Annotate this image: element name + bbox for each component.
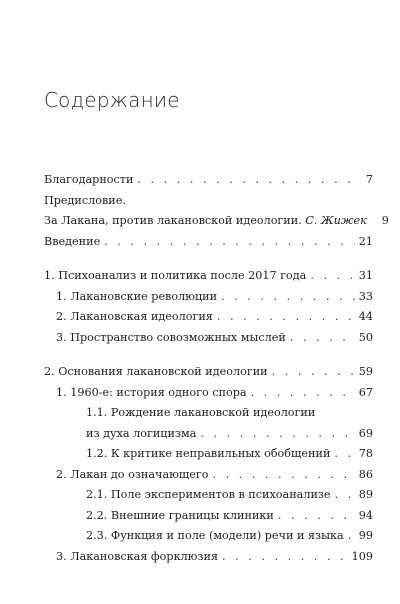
- toc-entry[interactable]: [44, 506, 373, 527]
- toc-page-number: 7: [365, 173, 373, 186]
- toc-entry-preface[interactable]: [44, 191, 373, 212]
- toc-page-number: 33: [358, 289, 373, 303]
- toc-page-number: 94: [358, 508, 373, 522]
- toc-page-number: 9: [381, 214, 389, 227]
- toc-entry-title: 1.1. Рождение лакановской идеологии: [86, 406, 316, 419]
- toc-entry-title: 2. Лакан до означающего: [56, 467, 209, 481]
- toc-entry-title: из духа логицизма: [86, 426, 197, 440]
- dot-leader: [290, 328, 355, 349]
- toc-entry-title: 2. Лакановская идеология: [56, 310, 213, 323]
- toc-entry-introduction[interactable]: [44, 232, 373, 253]
- toc-page-number: 59: [358, 365, 373, 378]
- dot-leader: [335, 485, 355, 506]
- toc-entry[interactable]: [44, 328, 373, 349]
- toc-page-number: 50: [358, 330, 373, 344]
- toc-entry-title: 1. 1960-е: история одного спора: [56, 385, 247, 399]
- toc-page-number: 69: [358, 426, 373, 440]
- dot-leader: [222, 547, 348, 568]
- toc-entry-title: 1. Психоанализ и политика после 2017 года: [44, 269, 307, 282]
- toc-page-number: 99: [358, 529, 373, 542]
- toc-entry-title: 3. Пространство совозможных мыслей: [56, 330, 286, 344]
- dot-leader: [278, 506, 355, 527]
- toc-entry-title: 2.1. Поле экспериментов в психоанализе: [86, 488, 331, 501]
- toc-entry[interactable]: [44, 547, 373, 568]
- toc-page-number: 78: [358, 447, 373, 460]
- toc-entry-title: 2.3. Функция и поле (модели) речи и языка: [86, 529, 344, 542]
- toc-part-1-heading[interactable]: [44, 266, 373, 287]
- toc-entry-title: 3. Лакановская форклюзия: [56, 549, 219, 563]
- toc-entry-title: 1.2. К критике неправильных обобщений: [86, 447, 331, 460]
- dot-leader: [137, 170, 355, 191]
- toc-entry-title: 1. Лакановские революции: [56, 289, 218, 303]
- toc-entry-title: 2.2. Внешние границы клиники: [86, 508, 274, 522]
- toc-page-number: 67: [358, 385, 373, 399]
- toc-entry-title: Введение: [44, 234, 101, 248]
- toc-entry[interactable]: [44, 403, 373, 424]
- toc-entry-title: За Лакана, против лакановской идеологии. С. Жижек: [44, 214, 367, 227]
- dot-leader: [200, 424, 354, 445]
- toc-entry-author: С. Жижек: [305, 214, 367, 227]
- dot-leader: [272, 362, 355, 383]
- dot-leader: [104, 232, 355, 253]
- toc-page-number: 89: [358, 488, 373, 501]
- toc-part-2-heading[interactable]: [44, 362, 373, 383]
- dot-leader: [334, 444, 354, 465]
- dot-leader: [221, 287, 355, 308]
- toc-entry[interactable]: [44, 444, 373, 465]
- toc-entry[interactable]: [44, 465, 373, 486]
- dot-leader: [310, 266, 354, 287]
- toc-entry-continuation[interactable]: [44, 424, 373, 445]
- toc-entry-title: Предисловие.: [44, 193, 126, 207]
- dot-leader: [212, 465, 354, 486]
- toc-page-number: 31: [358, 269, 373, 282]
- toc-page-number: 44: [358, 310, 373, 323]
- toc-page-number: 21: [358, 234, 373, 248]
- toc-entry[interactable]: [44, 485, 373, 506]
- page-title: Содержание: [44, 88, 180, 112]
- toc-entry-preface-subtitle[interactable]: [44, 211, 389, 232]
- toc-entry[interactable]: [44, 383, 373, 404]
- toc-entry-title: Благодарности: [44, 173, 134, 186]
- dot-leader: [348, 526, 355, 547]
- toc-entry-title: 2. Основания лакановской идеологии: [44, 365, 268, 378]
- table-of-contents: [44, 170, 389, 567]
- toc-entry[interactable]: [44, 287, 373, 308]
- dot-leader: [217, 307, 355, 328]
- toc-entry-acknowledgements[interactable]: [44, 170, 373, 191]
- toc-page-number: 109: [351, 549, 373, 563]
- toc-entry[interactable]: [44, 526, 373, 547]
- toc-page-number: 86: [358, 467, 373, 481]
- toc-entry[interactable]: [44, 307, 373, 328]
- dot-leader: [251, 383, 355, 404]
